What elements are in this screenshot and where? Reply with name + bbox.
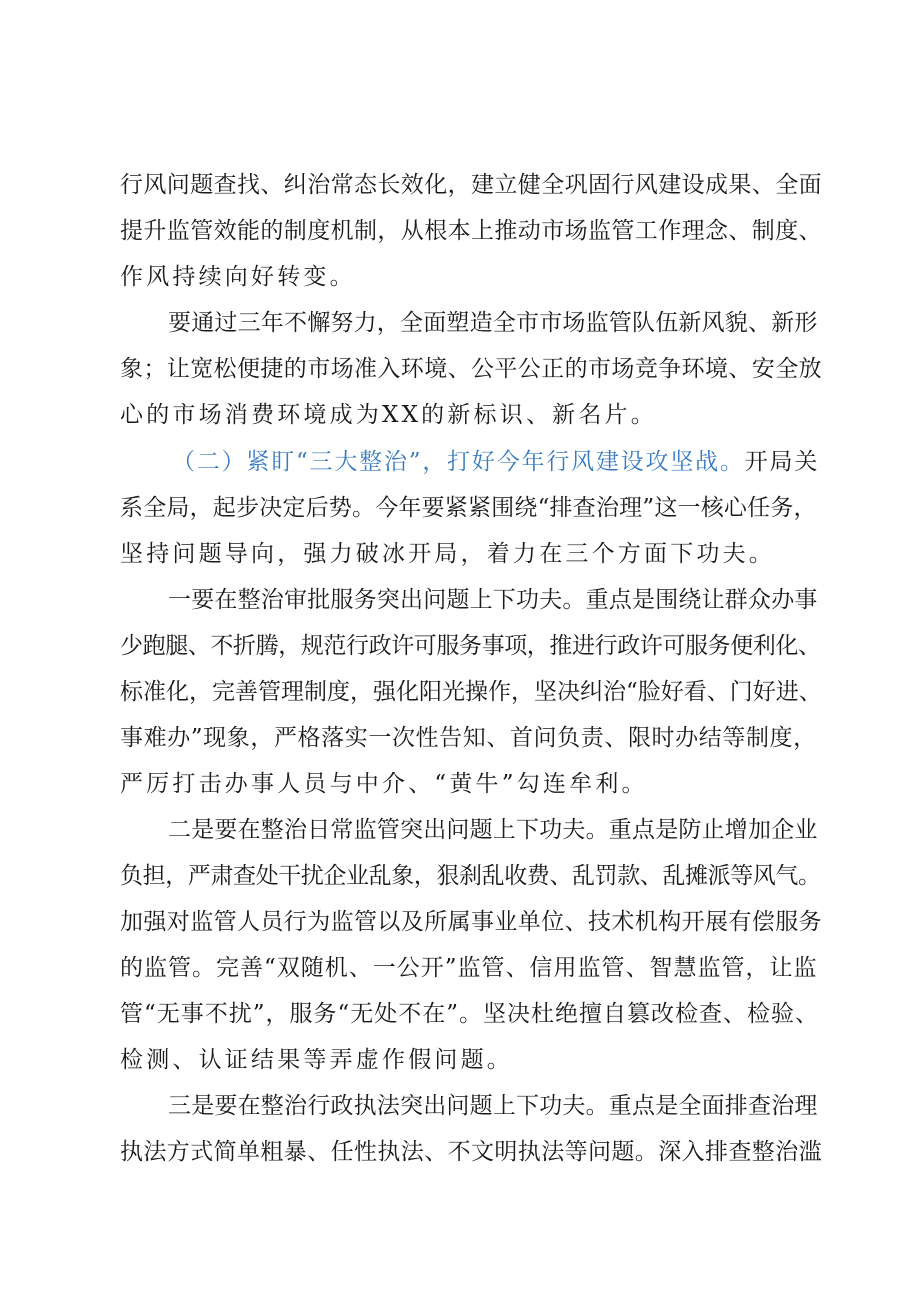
- paragraph-5-line-2: 负担，严肃查处干扰企业乱象，狠刹乱收费、乱罚款、乱摊派等风气。: [120, 863, 821, 889]
- paragraph-2-line-1: 要通过三年不懈努力，全面塑造全市市场监管队伍新风貌、新形: [168, 310, 818, 336]
- paragraph-3-line-3: 坚持问题导向，强力破冰开局，着力在三个方面下功夫。: [120, 541, 775, 567]
- paragraph-1-line-3: 作风持续向好转变。: [120, 264, 356, 290]
- paragraph-5-line-6: 检测、认证结果等弄虚作假问题。: [120, 1047, 513, 1073]
- paragraph-5-line-3: 加强对监管人员行为监管以及所属事业单位、技术机构开展有偿服务: [120, 909, 822, 935]
- paragraph-3-line-1: [172, 447, 819, 477]
- paragraph-2-line-2: 象；让宽松便捷的市场准入环境、公平公正的市场竞争环境、安全放: [120, 356, 822, 382]
- paragraph-5-line-4: 的监管。完善“双随机、一公开”监管、信用监管、智慧监管，让监: [120, 955, 818, 981]
- paragraph-1-line-1: 行风问题查找、纠治常态长效化，建立健全巩固行风建设成果、全面: [120, 172, 822, 198]
- paragraph-5-line-5: 管“无事不扰”，服务“无处不在”。坚决杜绝擅自篡改检查、检验、: [120, 1001, 820, 1027]
- paragraph-4-line-3: 标准化，完善管理制度，强化阳光操作，坚决纠治“脸好看、门好进、: [120, 679, 822, 705]
- paragraph-3-line-1-rest: 开局关: [744, 449, 820, 475]
- paragraph-5-line-1: 二是要在整治日常监管突出问题上下功夫。重点是防止增加企业: [168, 817, 818, 843]
- paragraph-6-line-2: 执法方式简单粗暴、任性执法、不文明执法等问题。深入排查整治滥: [120, 1139, 822, 1165]
- paragraph-4-line-5: 严厉打击办事人员与中介、“黄牛”勾连牟利。: [120, 771, 648, 797]
- paragraph-4-line-2: 少跑腿、不折腾，规范行政许可服务事项，推进行政许可服务便利化、: [120, 633, 821, 659]
- paragraph-6-line-1: 三是要在整治行政执法突出问题上下功夫。重点是全面排查治理: [168, 1093, 818, 1119]
- section-heading: （二）紧盯“三大整治”，打好今年行风建设攻坚战。: [172, 449, 745, 475]
- paragraph-3-line-2: 系全局，起步决定后势。今年要紧紧围绕“排查治理”这一核心任务，: [120, 495, 817, 521]
- paragraph-4-line-1: 一要在整治审批服务突出问题上下功夫。重点是围绕让群众办事: [168, 587, 818, 613]
- paragraph-2-line-3: 心的市场消费环境成为XX的新标识、新名片。: [120, 402, 657, 428]
- paragraph-1-line-2: 提升监管效能的制度机制，从根本上推动市场监管工作理念、制度、: [120, 218, 822, 244]
- paragraph-4-line-4: 事难办”现象，严格落实一次性告知、首问负责、限时办结等制度，: [120, 725, 817, 751]
